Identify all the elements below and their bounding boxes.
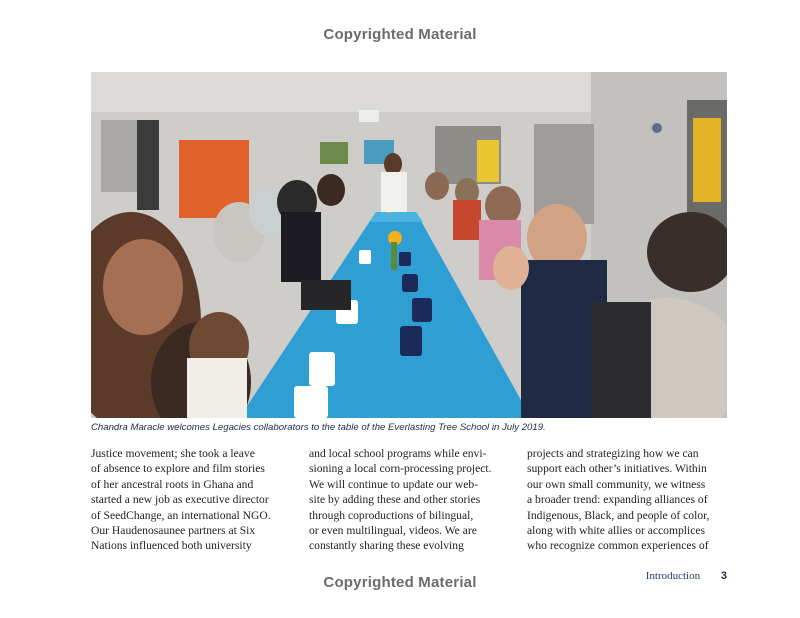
text-line: support each other’s initiatives. Within — [527, 462, 707, 476]
group-photo — [91, 72, 727, 418]
body-column-3 — [527, 446, 727, 554]
text-line: Indigenous, Black, and people of color, — [527, 508, 710, 522]
text-line: started a new job as executive director — [91, 493, 269, 507]
text-line: who recognize common experiences of — [527, 539, 709, 553]
watermark-bottom: Copyrighted Material — [323, 574, 477, 591]
watermark-top: Copyrighted Material — [323, 26, 477, 43]
body-column-1 — [91, 446, 291, 554]
section-name: Introduction — [645, 570, 701, 582]
photo-caption: Chandra Maracle welcomes Legacies collaborators to the table of the Everlasting Tree School in July 2019. — [91, 422, 546, 433]
text-line: our own small community, we witness — [527, 477, 706, 491]
text-line: and local school programs while envi- — [309, 447, 487, 460]
text-line: site by adding these and other stories — [309, 493, 481, 507]
text-line: projects and strategizing how we can — [527, 447, 699, 460]
text-line: Nations influenced both university — [91, 539, 252, 553]
text-line: a broader trend: expanding alliances of — [527, 493, 708, 507]
page-number: 3 — [720, 570, 727, 582]
text-line: or even multilingual, videos. We are — [309, 524, 477, 538]
text-line: of absence to explore and film stories — [91, 462, 265, 476]
body-column-2 — [309, 446, 509, 554]
text-line: Justice movement; she took a leave — [91, 447, 255, 460]
text-line: We will continue to update our web- — [309, 477, 479, 491]
text-line: of SeedChange, an international NGO. — [91, 508, 271, 522]
text-line: Our Haudenosaunee partners at Six — [91, 524, 256, 538]
text-line: of her ancestral roots in Ghana and — [91, 477, 254, 491]
text-line: constantly sharing these evolving — [309, 539, 464, 553]
text-line: sioning a local corn-processing project. — [309, 462, 492, 476]
text-line: along with white allies or accomplices — [527, 524, 706, 538]
text-line: through coproductions of bilingual, — [309, 508, 474, 522]
